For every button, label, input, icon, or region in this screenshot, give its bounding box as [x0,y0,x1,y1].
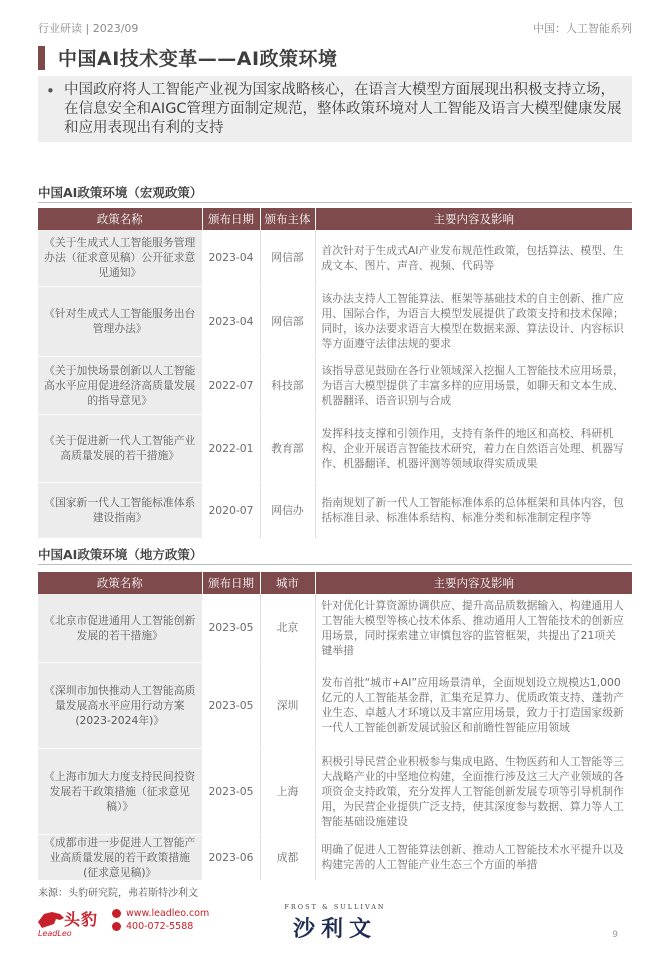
header-policy-name: 政策名称 [38,572,202,594]
page-number: 9 [612,930,618,940]
website-link[interactable]: www.leadleo.com [126,908,210,919]
policy-date: 2023-04 [202,230,260,286]
policy-content: 明确了促进人工智能算法创新、推动人工智能技术水平提升以及构建完善的人工智能产业生态三个方面的举措 [315,834,632,880]
policy-date: 2023-05 [202,662,260,748]
macro-policy-table [38,208,632,539]
policy-city: 深圳 [260,662,315,748]
policy-city: 成都 [260,834,315,880]
policy-content: 发布首批“城市+AI”应用场景清单，全面规划设立规模达1,000亿元的人工智能基金群，汇集充足算力、优质政策支持、蓬勃产业生态、卓越人才环境以及丰富应用场景，致力于打造国家级新一代人工智能创新发展试验区和前瞻性智能应用领域 [315,662,632,748]
table-header-row [38,208,632,230]
table-row [38,834,632,880]
phone-number: 400-072-5588 [126,921,194,932]
header-content: 主要内容及影响 [315,208,632,230]
summary-text: 中国政府将人工智能产业视为国家战略核心，在语言大模型方面展现出积极支持立场，在信息安全和AIGC管理方面制定规范，整体政策环境对人工智能及语言大模型健康发展和应用表现出有利的支持 [64,82,622,136]
table-row [38,662,632,748]
table-row [38,748,632,834]
policy-issuer: 网信办 [260,482,315,538]
policy-content: 该办法支持人工智能算法、框架等基础技术的自主创新、推广应用、国际合作，为语言大模型发展提供了政策支持和技术保障；同时，该办法要求语言大模型在数据来源、算法设计、内容标识等方面遵守法律法规的要求 [315,286,632,356]
page-title: 中国AI技术变革——AI政策环境 [58,48,338,70]
policy-date: 2023-05 [202,594,260,662]
phone-icon [112,922,121,931]
policy-date: 2020-07 [202,482,260,538]
policy-content: 首次针对于生成式AI产业发布规范性政策，包括算法、模型、生成文本、图片、声音、视频、代码等 [315,230,632,286]
policy-name: 《关于促进新一代人工智能产业高质量发展的若干措施》 [38,414,202,482]
table-header-row [38,572,632,594]
policy-name: 《上海市加大力度支持民间投资发展若干政策措施（征求意见稿）》 [38,748,202,834]
page-header [38,20,632,36]
table-row [38,594,632,662]
policy-city: 上海 [260,748,315,834]
policy-name: 《关于生成式人工智能服务管理办法（征求意见稿）公开征求意见通知》 [38,230,202,286]
table-row [38,414,632,482]
phone-row [112,920,209,933]
policy-issuer: 科技部 [260,356,315,414]
table-row [38,286,632,356]
header-policy-name: 政策名称 [38,208,202,230]
header-content: 主要内容及影响 [315,572,632,594]
policy-issuer: 教育部 [260,414,315,482]
leadleo-en-name: LeadLeo [38,929,72,938]
policy-content: 积极引导民营企业积极参与集成电路、生物医药和人工智能等三大战略产业的中坚地位构建，全面推行涉及这三大产业领域的各项资金支持政策，充分发挥人工智能创新发展专项等引导机制作用，为民营企业提供广泛支持，使其深度参与数据、算力等人工智能基础设施建设 [315,748,632,834]
leopard-icon [36,908,66,930]
policy-date: 2023-05 [202,748,260,834]
policy-content: 指南规划了新一代人工智能标准体系的总体框架和具体内容，包括标准目录、标准体系结构、标准分类和标准制定程序等 [315,482,632,538]
policy-name: 《关于加快场景创新以人工智能高水平应用促进经济高质量发展的指导意见》 [38,356,202,414]
fs-en-name: FROST & SULLIVAN [284,903,386,911]
macro-section-title: 中国AI政策环境（宏观政策） [38,185,203,200]
leadleo-cn-name: 头豹 [64,910,99,929]
policy-date: 2023-06 [202,834,260,880]
header-left: 行业研读 | 2023/09 [38,22,139,35]
policy-date: 2022-07 [202,356,260,414]
header-date: 颁布日期 [202,208,260,230]
website-row [112,907,209,920]
header-city: 城市 [260,572,315,594]
fs-cn-name: 沙利文 [292,916,377,942]
header-issuer: 颁布主体 [260,208,315,230]
local-policy-table [38,572,632,881]
table-row [38,230,632,286]
header-right: 中国：人工智能系列 [533,22,632,35]
local-divider [38,564,632,565]
policy-content: 发挥科技支撑和引领作用，支持有条件的地区和高校、科研机构、企业开展语言智能技术研究，着力在自然语言处理、机器写作、机器翻译、机器评测等领域取得实质成果 [315,414,632,482]
table-row [38,482,632,538]
policy-city: 北京 [260,594,315,662]
header-date: 颁布日期 [202,572,260,594]
policy-name: 《深圳市加快推动人工智能高质量发展高水平应用行动方案(2023-2024年)》 [38,662,202,748]
policy-content: 针对优化计算资源协调供应、提升高品质数据输入、构建通用人工智能大模型等核心技术体系、推动通用人工智能技术的创新应用场景，同时探索建立审慎包容的监管框架，共提出了21项关键举措 [315,594,632,662]
policy-name: 《国家新一代人工智能标准体系建设指南》 [38,482,202,538]
contact-block [112,907,209,933]
policy-issuer: 网信部 [260,286,315,356]
policy-date: 2023-04 [202,286,260,356]
policy-issuer: 网信部 [260,230,315,286]
table-row [38,356,632,414]
globe-icon [112,909,121,918]
frost-sullivan-logo [260,903,410,943]
macro-divider [38,202,632,203]
policy-content: 该指导意见鼓励在各行业领域深入挖掘人工智能技术应用场景，为语言大模型提供了丰富多样的应用场景，如聊天和文本生成、机器翻译、语音识别与合成 [315,356,632,414]
title-accent-bar [38,46,45,70]
policy-name: 《北京市促进通用人工智能创新发展的若干措施》 [38,594,202,662]
bullet-icon: • [46,82,55,100]
source-note: 来源：头豹研究院，弗若斯特沙利文 [38,888,198,899]
summary-box [38,76,632,142]
policy-name: 《针对生成式人工智能服务出台管理办法》 [38,286,202,356]
policy-name: 《成都市进一步促进人工智能产业高质量发展的若干政策措施(征求意见稿)》 [38,834,202,880]
local-section-title: 中国AI政策环境（地方政策） [38,547,203,562]
policy-date: 2022-01 [202,414,260,482]
